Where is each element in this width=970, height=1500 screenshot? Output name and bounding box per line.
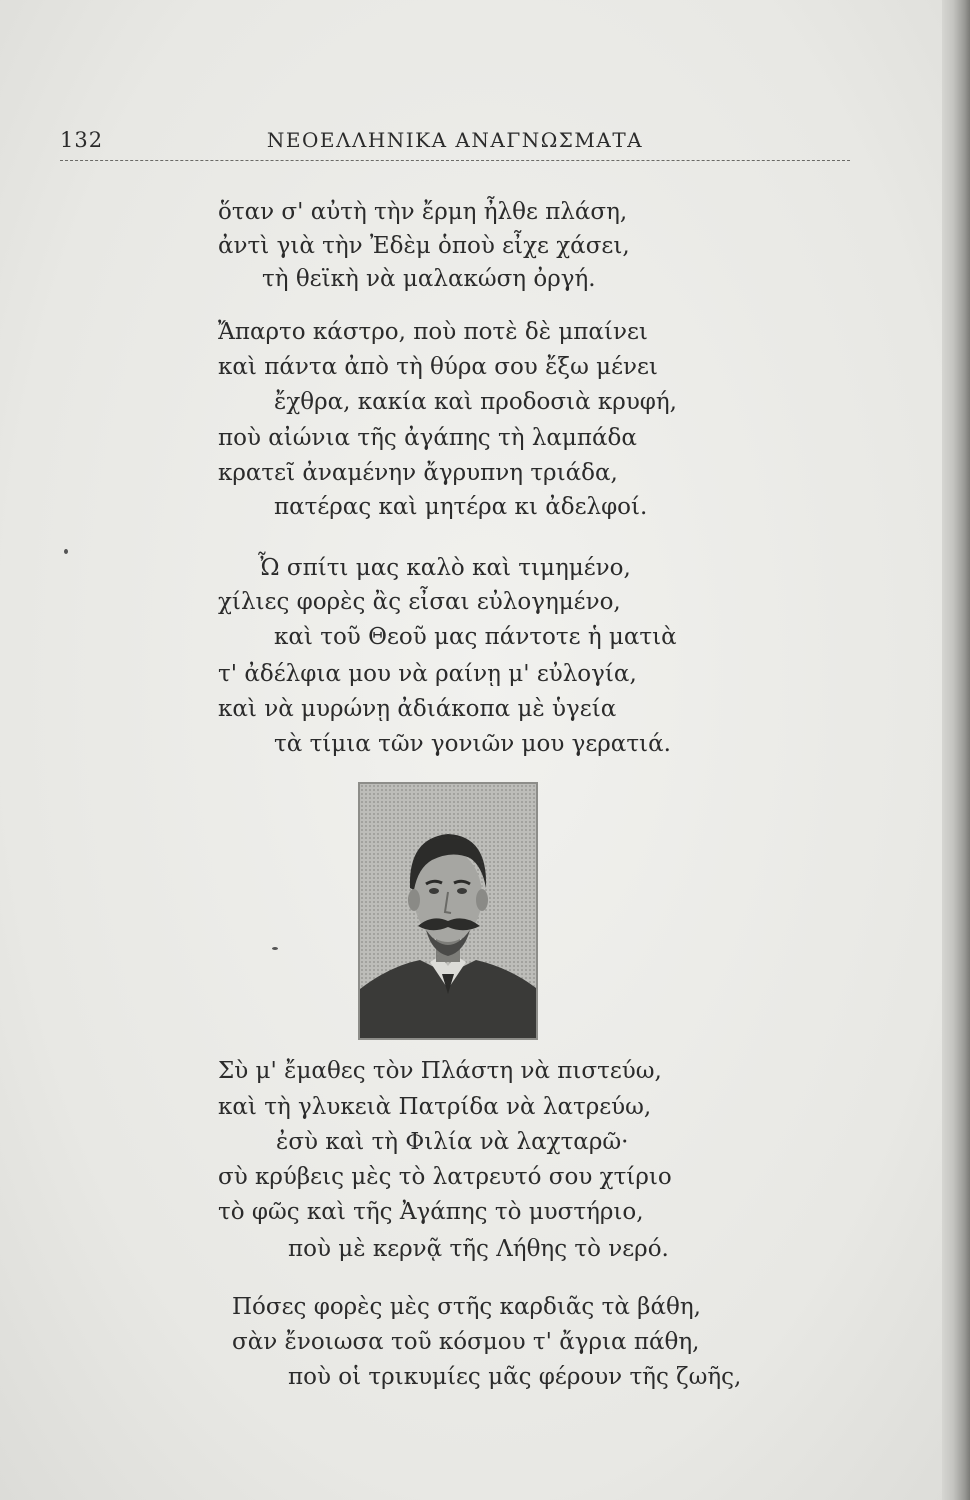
portrait-illustration — [360, 784, 536, 1038]
verse-line: ὅταν σ' αὐτὴ τὴν ἔρμη ἦλθε πλάση, — [218, 199, 628, 225]
verse-line: καὶ τοῦ Θεοῦ μας πάντοτε ἡ ματιὰ — [274, 624, 677, 650]
verse-line: κρατεῖ ἀναμένην ἄγρυπνη τριάδα, — [218, 460, 618, 486]
verse-line: τὴ θεϊκὴ νὰ μαλακώση ὀργή. — [262, 266, 596, 292]
verse-line: καὶ νὰ μυρώνῃ ἀδιάκοπα μὲ ὑγεία — [218, 696, 617, 722]
portrait-photo — [358, 782, 538, 1040]
verse-line: Ἄπαρτο κάστρο, ποὺ ποτὲ δὲ μπαίνει — [218, 319, 648, 345]
verse-line: σὰν ἔνοιωσα τοῦ κόσμου τ' ἄγρια πάθη, — [232, 1329, 700, 1355]
verse-line: καὶ πάντα ἀπὸ τὴ θύρα σου ἔξω μένει — [218, 354, 658, 380]
scan-speck — [272, 947, 278, 950]
verse-line: καὶ τὴ γλυκειὰ Πατρίδα νὰ λατρεύω, — [218, 1094, 652, 1120]
book-spine-shadow — [942, 0, 970, 1500]
verse-line: τὸ φῶς καὶ τῆς Ἀγάπης τὸ μυστήριο, — [218, 1199, 644, 1225]
verse-line: ποὺ μὲ κερνᾷ τῆς Λήθης τὸ νερό. — [288, 1236, 669, 1262]
verse-line: ποὺ οἱ τρικυμίες μᾶς φέρουν τῆς ζωῆς, — [288, 1364, 742, 1390]
verse-line: σὺ κρύβεις μὲς τὸ λατρευτό σου χτίριο — [218, 1164, 672, 1190]
verse-line: τ' ἀδέλφια μου νὰ ραίνῃ μ' εὐλογία, — [218, 661, 637, 687]
page-number: 132 — [60, 128, 104, 152]
verse-line: ἔχθρα, κακία καὶ προδοσιὰ κρυφή, — [274, 389, 677, 415]
verse-line: ἀντὶ γιὰ τὴν Ἐδὲμ ὁποὺ εἶχε χάσει, — [218, 233, 630, 259]
verse-line: Σὺ μ' ἔμαθες τὸν Πλάστη νὰ πιστεύω, — [218, 1058, 662, 1084]
verse-line: Πόσες φορὲς μὲς στῆς καρδιᾶς τὰ βάθη, — [232, 1294, 701, 1320]
verse-line: ἐσὺ καὶ τὴ Φιλία νὰ λαχταρῶ· — [276, 1129, 629, 1155]
header-rule — [60, 160, 850, 161]
scan-speck — [64, 549, 68, 554]
verse-line: Ὦ σπίτι μας καλὸ καὶ τιμημένο, — [258, 555, 631, 581]
running-title: ΝΕΟΕΛΛΗΝΙΚΑ ΑΝΑΓΝΩΣΜΑΤΑ — [266, 128, 644, 152]
verse-line: ποὺ αἰώνια τῆς ἀγάπης τὴ λαμπάδα — [218, 425, 637, 451]
verse-line: χίλιες φορὲς ἂς εἶσαι εὐλογημένο, — [218, 589, 621, 615]
page-header — [60, 128, 850, 168]
verse-line: τὰ τίμια τῶν γονιῶν μου γερατιά. — [274, 731, 671, 757]
verse-line: πατέρας καὶ μητέρα κι ἀδελφοί. — [274, 494, 648, 520]
